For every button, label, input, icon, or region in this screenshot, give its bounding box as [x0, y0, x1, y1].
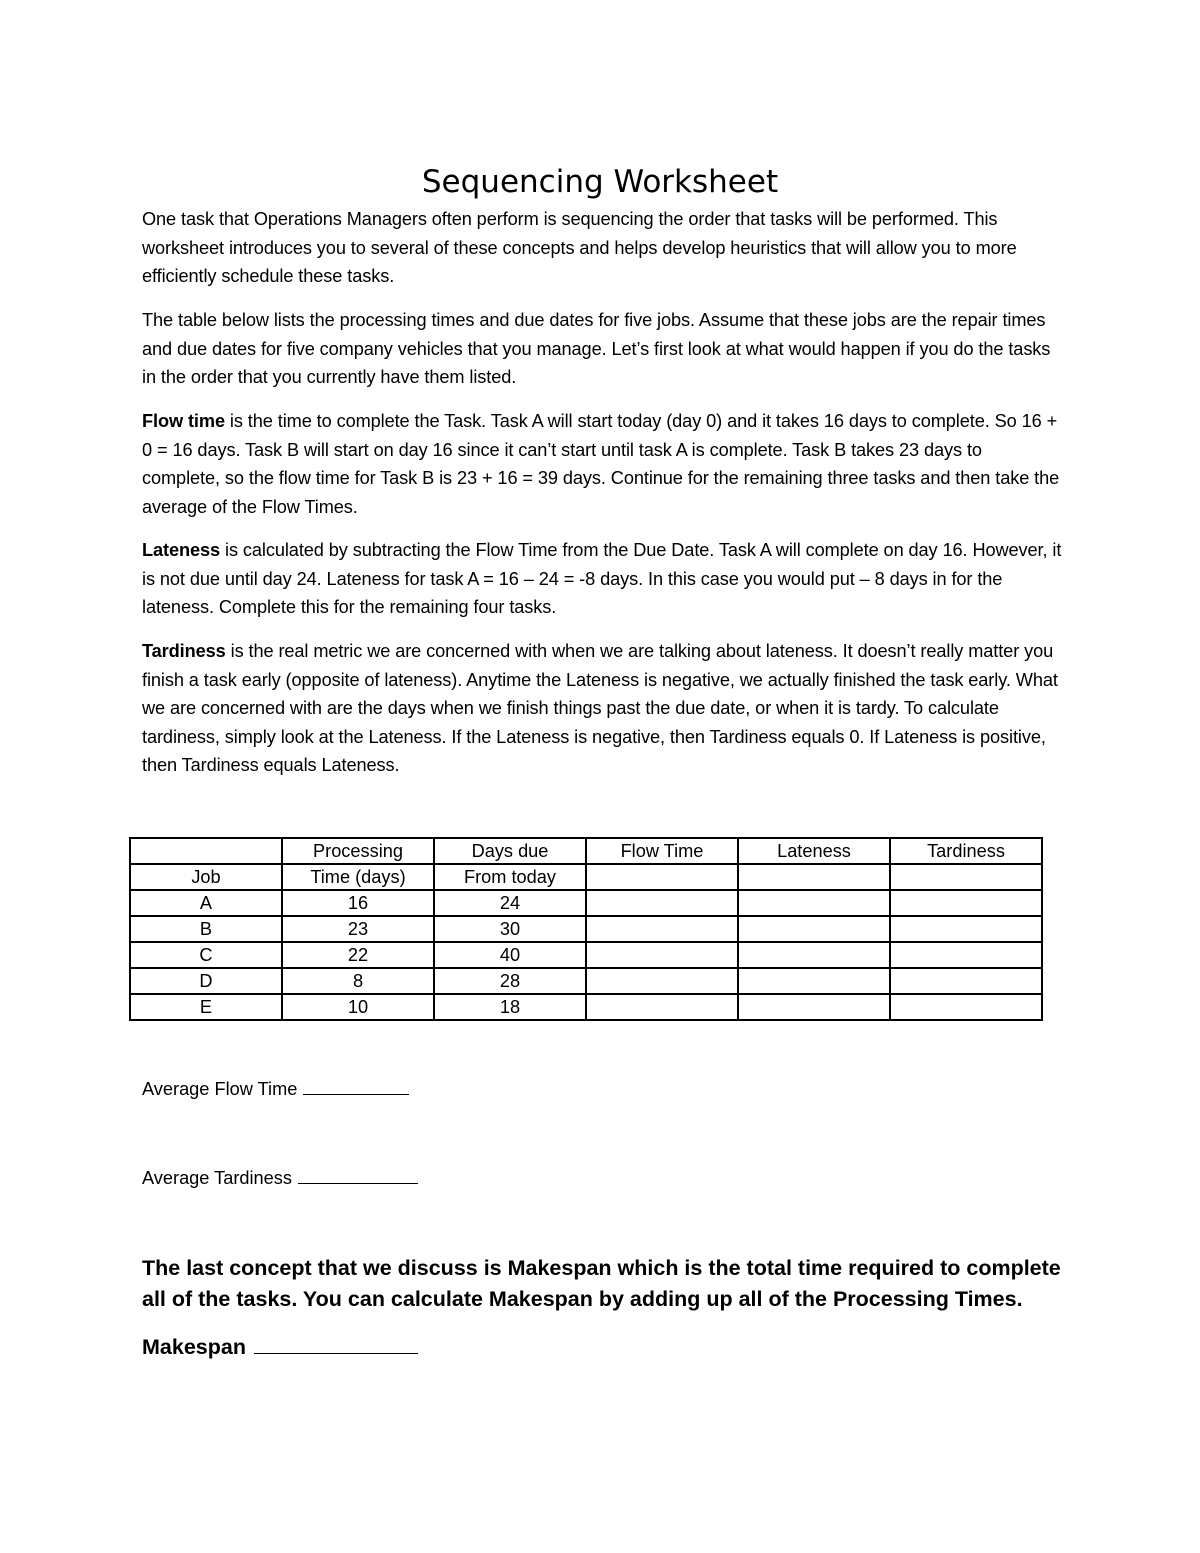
- processing-cell: 23: [282, 916, 434, 942]
- average-flow-time-blank[interactable]: [303, 1078, 409, 1095]
- flow-time-cell[interactable]: [586, 890, 738, 916]
- lateness-term: Lateness: [142, 540, 221, 560]
- blank-cell[interactable]: [738, 864, 890, 890]
- lateness-cell[interactable]: [738, 890, 890, 916]
- due-cell: 30: [434, 916, 586, 942]
- intro-paragraph: One task that Operations Managers often perform is sequencing the order that tasks will be performed. This worksheet introduces you to several of these concepts and helps develop heuristics that will allow you to more efficiently schedule these tasks.: [142, 209, 1017, 286]
- header-cell: Processing: [282, 838, 434, 864]
- flow-time-cell[interactable]: [586, 968, 738, 994]
- lateness-cell[interactable]: [738, 968, 890, 994]
- average-tardiness-label: Average Tardiness: [142, 1168, 292, 1188]
- header-cell: From today: [434, 864, 586, 890]
- header-cell: Flow Time: [586, 838, 738, 864]
- flow-time-cell[interactable]: [586, 994, 738, 1020]
- processing-cell: 10: [282, 994, 434, 1020]
- header-cell: Tardiness: [890, 838, 1042, 864]
- jobs-table: [129, 837, 1043, 1021]
- flow-time-text: is the time to complete the Task. Task A will start today (day 0) and it takes 16 days to complete. So 16 + 0 = 16 days. Task B will start on day 16 since it can’t start until task A is complete. Task B takes 23 days to complete, so the flow time for Task B is 23 + 16 = 39 days. Continue for the remaining three tasks and then take the average of the Flow Times.: [142, 411, 1060, 517]
- table-row: [130, 994, 1042, 1020]
- flow-time-term: Flow time: [142, 411, 225, 431]
- table-row: [130, 942, 1042, 968]
- job-cell: B: [130, 916, 282, 942]
- makespan-label: Makespan: [142, 1335, 246, 1359]
- blank-cell[interactable]: [586, 864, 738, 890]
- table-row: [130, 968, 1042, 994]
- table-row: [130, 916, 1042, 942]
- header-cell: Time (days): [282, 864, 434, 890]
- processing-cell: 16: [282, 890, 434, 916]
- table-row: [130, 890, 1042, 916]
- average-tardiness-blank[interactable]: [298, 1167, 418, 1184]
- lateness-paragraph: [142, 536, 1062, 622]
- tardiness-cell[interactable]: [890, 994, 1042, 1020]
- job-cell: C: [130, 942, 282, 968]
- average-flow-time-line: [142, 1076, 409, 1102]
- page-title: Sequencing Worksheet: [421, 164, 779, 200]
- due-cell: 28: [434, 968, 586, 994]
- tardiness-paragraph: [142, 637, 1062, 780]
- tardiness-text: is the real metric we are concerned with when we are talking about lateness. It doesn’t really matter you finish a task early (opposite of lateness). Anytime the Lateness is negative, we actually finished the task early. What we are concerned with are the days when we finish things past the due date, or when it is tardy. To calculate tardiness, simply look at the Lateness. If the Lateness is negative, then Tardiness equals 0. If Lateness is positive, then Tardiness equals Lateness.: [142, 641, 1058, 775]
- due-cell: 18: [434, 994, 586, 1020]
- job-cell: A: [130, 890, 282, 916]
- average-tardiness-line: [142, 1165, 418, 1191]
- lateness-cell[interactable]: [738, 994, 890, 1020]
- table-header-row: [130, 838, 1042, 864]
- header-cell: Job: [130, 864, 282, 890]
- makespan-line: [142, 1332, 1072, 1363]
- tardiness-cell[interactable]: [890, 968, 1042, 994]
- job-cell: D: [130, 968, 282, 994]
- makespan-paragraph: The last concept that we discuss is Makespan which is the total time required to complete all of the tasks. You can calculate Makespan by adding up all of the Processing Times.: [142, 1256, 1061, 1311]
- blank-cell[interactable]: [890, 864, 1042, 890]
- makespan-blank[interactable]: [254, 1334, 418, 1354]
- average-flow-time-label: Average Flow Time: [142, 1079, 298, 1099]
- lateness-text: is calculated by subtracting the Flow Time from the Due Date. Task A will complete on day 16. However, it is not due until day 24. Lateness for task A = 16 – 24 = -8 days. In this case you would put – 8 days in for the lateness. Complete this for the remaining four tasks.: [142, 540, 1062, 617]
- flow-time-paragraph: [142, 407, 1062, 521]
- job-cell: E: [130, 994, 282, 1020]
- header-cell: Days due: [434, 838, 586, 864]
- flow-time-cell[interactable]: [586, 916, 738, 942]
- tardiness-term: Tardiness: [142, 641, 226, 661]
- header-cell: [130, 838, 282, 864]
- tardiness-cell[interactable]: [890, 942, 1042, 968]
- lateness-cell[interactable]: [738, 916, 890, 942]
- table-header-row: [130, 864, 1042, 890]
- due-cell: 24: [434, 890, 586, 916]
- processing-cell: 8: [282, 968, 434, 994]
- header-cell: Lateness: [738, 838, 890, 864]
- lateness-cell[interactable]: [738, 942, 890, 968]
- tardiness-cell[interactable]: [890, 890, 1042, 916]
- table-intro-paragraph: The table below lists the processing times and due dates for five jobs. Assume that these jobs are the repair times and due dates for five company vehicles that you manage. Let’s first look at what would happen if you do the tasks in the order that you currently have them listed.: [142, 310, 1051, 387]
- processing-cell: 22: [282, 942, 434, 968]
- due-cell: 40: [434, 942, 586, 968]
- tardiness-cell[interactable]: [890, 916, 1042, 942]
- flow-time-cell[interactable]: [586, 942, 738, 968]
